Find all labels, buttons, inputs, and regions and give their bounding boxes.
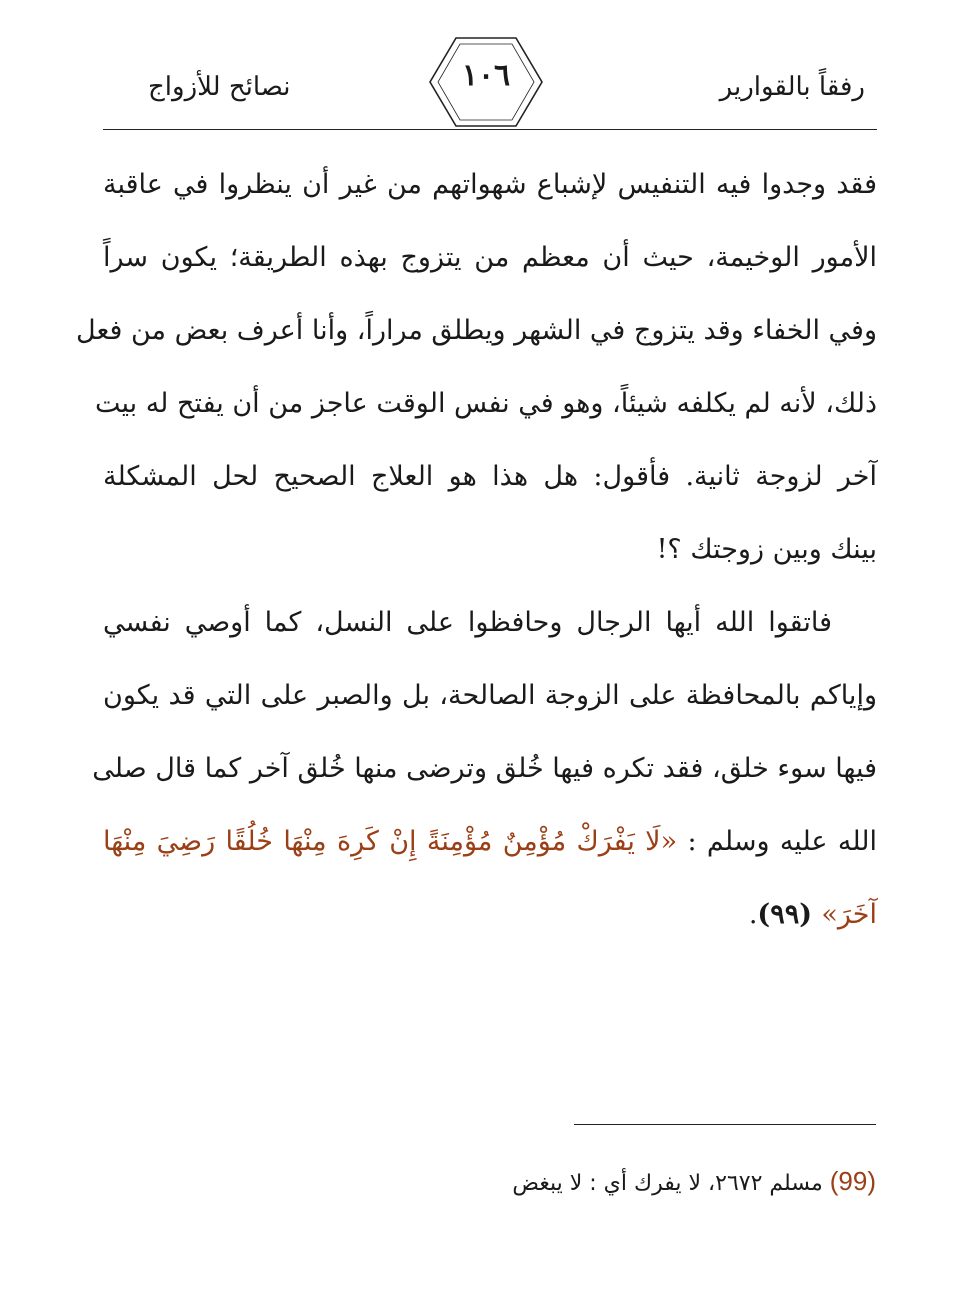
page-number-badge: [428, 36, 544, 128]
body-text: [76, 148, 877, 951]
footnote-divider: [574, 1124, 876, 1125]
text-line: فقد وجدوا فيه التنفيس لإشباع شهواتهم من غير أن ينظروا في عاقبة: [103, 169, 877, 200]
text-line: وإياكم بالمحافظة على الزوجة الصالحة، بل والصبر على التي قد يكون: [103, 680, 877, 711]
header-divider: [103, 129, 877, 130]
footnote-number: (99): [829, 1166, 876, 1196]
text-line: [103, 586, 877, 659]
text-line: بينك وبين زوجتك ؟!: [656, 534, 877, 565]
text-line: آخر لزوجة ثانية. فأقول: هل هذا هو العلاج الصحيح لحل المشكلة: [103, 461, 877, 492]
hadith-quote-end: آخَرَ»: [821, 899, 877, 930]
text-line: ذلك، لأنه لم يكلفه شيئاً، وهو في نفس الوقت عاجز من أن يفتح له بيت: [94, 388, 877, 419]
text-line: الأمور الوخيمة، حيث أن معظم من يتزوج بهذه الطريقة؛ يكون سراً: [103, 242, 877, 273]
page-number: ١٠٦: [461, 58, 511, 93]
period: .: [748, 899, 758, 930]
footnote-text: مسلم ٢٦٧٢، لا يفرك أي : لا يبغض: [512, 1171, 830, 1196]
footnote-reference[interactable]: (٩٩): [757, 899, 822, 930]
header-book-title: رفقاً بالقوارير: [719, 72, 865, 102]
footnote: [512, 1166, 876, 1197]
hadith-intro: الله عليه وسلم :: [677, 826, 877, 857]
text-line: فيها سوء خلق، فقد تكره فيها خُلق وترضى منها خُلق آخر كما قال صلى: [92, 753, 877, 784]
header-chapter-title: نصائح للأزواج: [148, 72, 291, 102]
text-line-hadith-end: [103, 878, 877, 951]
paragraph-2-line: فاتقوا الله أيها الرجال وحافظوا على النسل، كما أوصي نفسي: [103, 607, 832, 638]
hadith-quote: «لَا يَفْرَكْ مُؤْمِنٌ مُؤْمِنَةً إِنْ كَرِهَ مِنْهَا خُلُقًا رَضِيَ مِنْهَا: [103, 826, 678, 857]
text-line: وفي الخفاء وقد يتزوج في الشهر ويطلق مراراً، وأنا أعرف بعض من فعل: [76, 315, 877, 346]
text-line-hadith-start: [103, 805, 877, 878]
